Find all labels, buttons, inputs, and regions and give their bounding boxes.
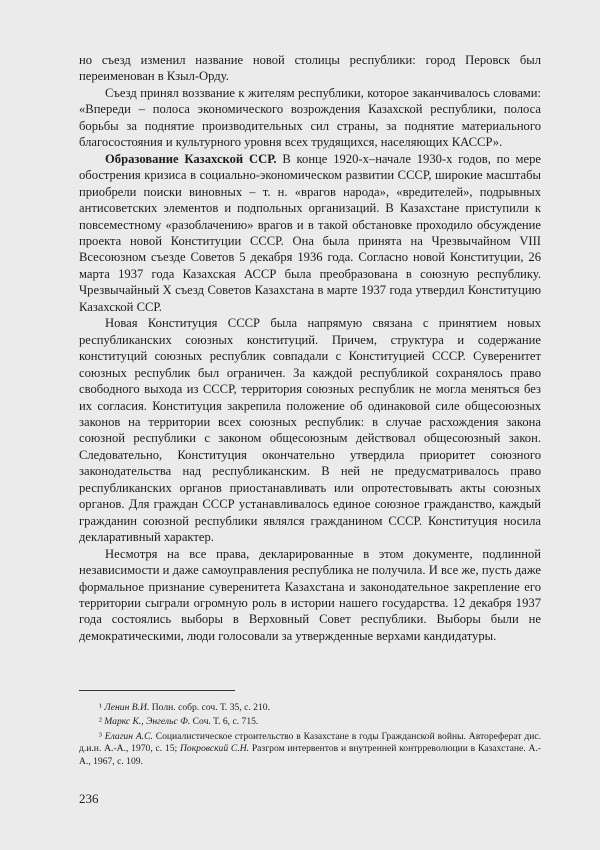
section-heading: Образование Казахской ССР.	[105, 151, 277, 166]
paragraph	[79, 151, 541, 316]
paragraph: Несмотря на все права, декларированные в этом документе, подлинной независимости и даже самоуправления республика не получила. И все же, пусть даже формальное признание суверенитета Казахстана и законодательное закрепление его территории сыграли огромную роль в истории нашего государства. 12 декабря 1937 года состоялись выборы в Верховный Совет республики. Выборы были не демократическими, люди голосовали за утвержденные верхами кандидатуры.	[79, 546, 541, 643]
footnote-text: Соч. Т. 6, с. 715.	[190, 716, 259, 728]
footnote-number: ³	[99, 730, 102, 742]
footnote-author: Покровский С.Н.	[179, 743, 250, 755]
paragraph: но съезд изменил название новой столицы республики: город Перовск был переименован в Кзыл-Орду.	[79, 53, 541, 84]
footnote-number: ¹	[99, 702, 102, 713]
footnote-author: Ленин В.И.	[104, 702, 150, 713]
body-text	[79, 52, 541, 644]
footnote-text: Разгром интервентов и внутренней контрреволюции в Казахстане. А.-А., 1967, с. 109.	[79, 743, 541, 767]
footnote	[79, 716, 541, 728]
paragraph: Съезд принял воззвание к жителям республики, которое заканчивалось словами: «Впереди – полоса экономического возрождения Казахской республики, полоса борьбы за поднятие производительных сил страны, за поднятие материального благосостояния и культурного уровня всех трудящихся, населяющих КАССР».	[79, 85, 541, 150]
footnote-divider	[79, 690, 235, 691]
paragraph: Новая Конституция СССР была напрямую связана с принятием новых республиканских союзных конституций. Причем, структура и содержание конституций союзных республик совпадали с Конституцией СССР. Суверенитет союзных республик был ограничен. За каждой республикой сохранялось право свободного выхода из СССР, территория союзных республик не могла меняться без их согласия. Конституция закрепила положение об одинаковой силе общесоюзных законов на территории всех союзных республик: в случае расхождения закона союзной республики с законом общесоюзным действовал общесоюзный закон. Следовательно, Конституция окончательно утвердила приоритет союзного законодательства над республиканским. В ней не предусматривалось право республиканских органов приостанавливать или опротестовывать акты союзных органов. Для граждан СССР устанавливалось единое союзное гражданство, каждый гражданин союзной республики являлся гражданином СССР. Конституция носила декларативный характер.	[79, 316, 541, 545]
footnote-text: Полн. собр. соч. Т. 35, с. 210.	[149, 702, 270, 713]
footnote	[79, 731, 541, 768]
footnote-text: Социалистическое строительство в Казахстане в годы Гражданской войны. Автореферат дис. д.и.н. А.-А., 1970, с. 15;	[79, 730, 542, 755]
footnote	[79, 702, 541, 714]
footnote-author: Маркс К., Энгельс Ф.	[104, 716, 191, 728]
footnote-author: Елагин А.С.	[104, 730, 153, 742]
footnotes	[79, 702, 541, 770]
paragraph-text: В конце 1920-х–начале 1930-х годов, по мере обострения кризиса в социально-экономическом развитии СССР, широкие масштабы приобрели поиски виновных – т. н. «врагов народа», «вредителей», подрывных антисоветских элементов и подпольных организаций. В Казахстане приступили к повсеместному «разоблачению» врагов и в такой обстановке проходило обсуждение проекта новой Конституции СССР. Она была принята на Чрезвычайном VIII Всесоюзном съезде Советов 5 декабря 1936 года. Согласно новой Конституции, 26 марта 1937 года Казахская АССР была преобразована в союзную республику. Чрезвычайный X съезд Советов Казахстана в марте 1937 года утвердил Конституцию Казахской ССР.	[79, 151, 541, 314]
page-number: 236	[79, 791, 99, 806]
footnote-number: ²	[99, 716, 102, 728]
